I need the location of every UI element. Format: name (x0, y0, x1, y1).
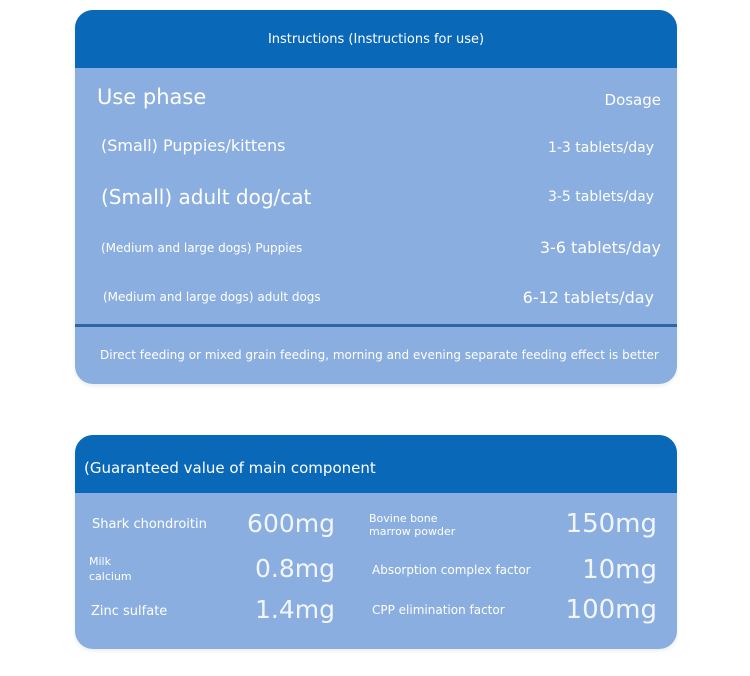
instructions-divider (75, 324, 677, 327)
component-value-cpp-elimination: 100mg (565, 595, 657, 625)
phase-row-3: (Medium and large dogs) Puppies (101, 241, 303, 255)
component-value-shark-chondroitin: 600mg (247, 509, 335, 538)
component-name-absorption-complex: Absorption complex factor (372, 563, 531, 577)
dosage-row-4: 6-12 tablets/day (522, 288, 654, 307)
use-phase-heading: Use phase (97, 85, 207, 109)
dosage-row-1: 1-3 tablets/day (547, 140, 654, 156)
dosage-row-2: 3-5 tablets/day (547, 189, 654, 205)
component-name-shark-chondroitin: Shark chondroitin (92, 517, 207, 532)
component-name-cpp-elimination: CPP elimination factor (372, 603, 505, 617)
component-name-milk-calcium-2: calcium (89, 570, 132, 583)
feeding-note: Direct feeding or mixed grain feeding, morning and evening separate feeding effect is better (100, 348, 659, 362)
phase-row-2: (Small) adult dog/cat (101, 185, 312, 209)
components-header (75, 435, 677, 493)
instructions-card (75, 10, 677, 384)
instructions-header (75, 10, 677, 68)
dosage-row-3: 3-6 tablets/day (539, 238, 661, 257)
component-value-milk-calcium: 0.8mg (255, 554, 335, 583)
component-name-bovine-bone-2: marrow powder (369, 525, 456, 538)
component-value-zinc-sulfate: 1.4mg (255, 595, 335, 624)
component-name-bovine-bone-1: Bovine bone (369, 512, 438, 525)
components-title: (Guaranteed value of main component (84, 459, 376, 477)
components-card (75, 435, 677, 649)
phase-row-1: (Small) Puppies/kittens (101, 136, 286, 155)
component-name-zinc-sulfate: Zinc sulfate (91, 604, 168, 619)
component-name-milk-calcium-1: Milk (89, 555, 111, 568)
component-value-absorption-complex: 10mg (582, 555, 657, 585)
phase-row-4: (Medium and large dogs) adult dogs (103, 290, 321, 304)
dosage-heading: Dosage (604, 91, 661, 109)
component-value-bovine-bone: 150mg (565, 509, 657, 539)
instructions-title: Instructions (Instructions for use) (267, 32, 485, 47)
